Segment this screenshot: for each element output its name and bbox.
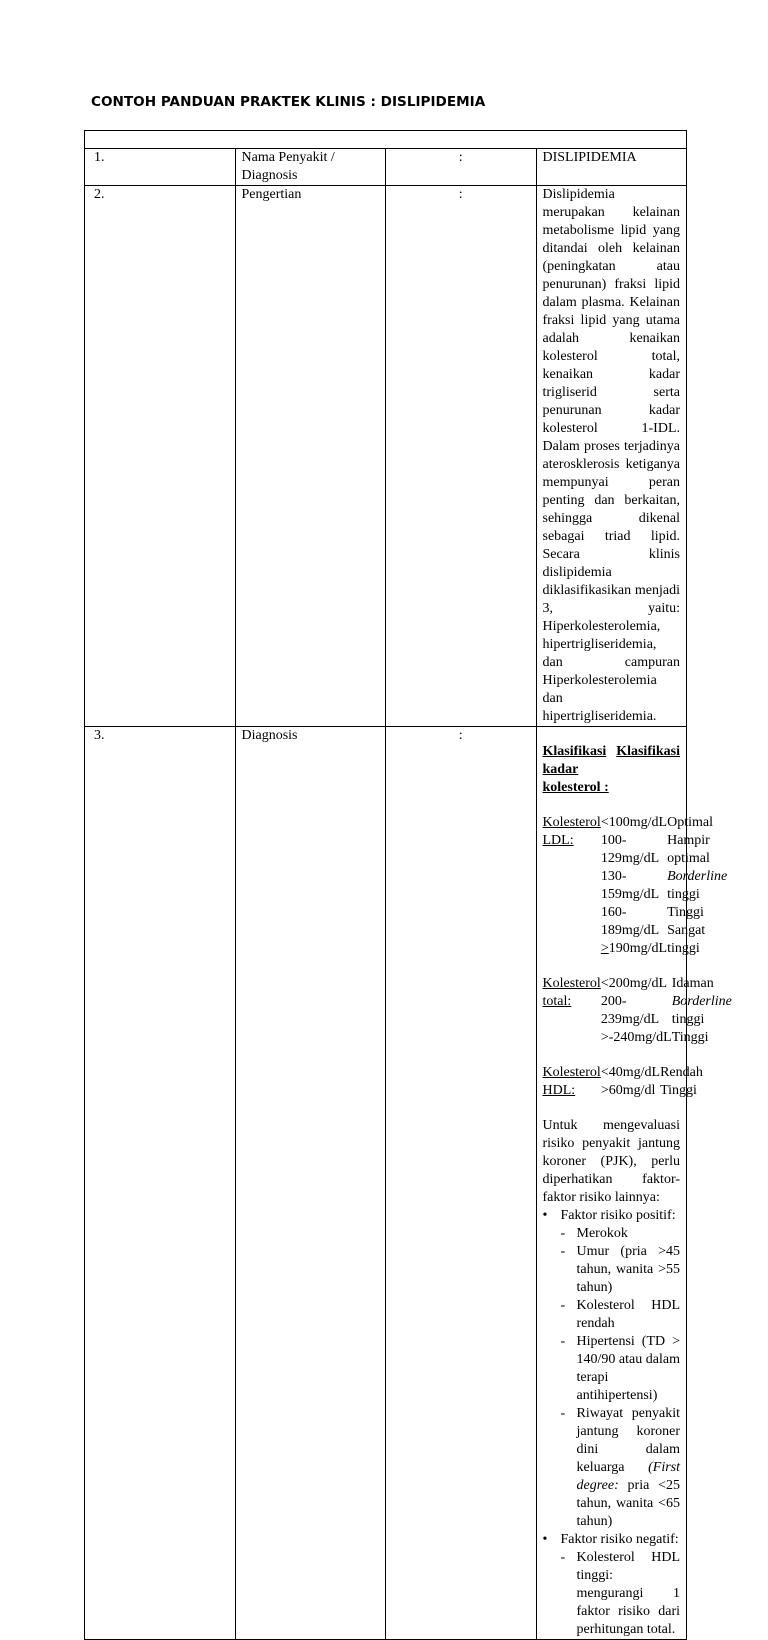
family-history-text: Riwayat penyakit jantung koroner dini dalam keluarga <box>576 1406 680 1475</box>
hdl-ranges <box>601 1064 660 1100</box>
total-cholesterol-group <box>542 975 732 1047</box>
borderline-rest: tinggi <box>667 887 700 902</box>
hdl-class: Tinggi <box>660 1083 697 1098</box>
ldl-group <box>542 814 728 958</box>
row-colon: : <box>386 149 537 186</box>
list-item <box>543 1531 681 1639</box>
ldl-classes <box>667 814 727 958</box>
ge-sign: > <box>600 941 609 956</box>
hdl-class: Rendah <box>660 1065 703 1080</box>
first-degree-italic: (First degree: <box>576 1460 680 1493</box>
row-number: 1. <box>85 149 236 186</box>
ldl-class-borderline <box>667 868 727 904</box>
risk-item: Merokok <box>576 1226 628 1241</box>
classification-header-right: Klasifikasi <box>616 744 680 759</box>
classification-block <box>542 743 732 1100</box>
classification-header <box>543 743 681 797</box>
ldl-range: 160-189mg/dL <box>600 905 660 938</box>
ldl-name-cell <box>543 814 601 958</box>
positive-risk-label: Faktor risiko positif: <box>560 1208 676 1223</box>
table-row <box>85 727 687 1640</box>
total-ranges <box>601 975 672 1047</box>
row-label: Nama Penyakit / Diagnosis <box>235 149 386 186</box>
list-item <box>561 1243 681 1297</box>
negative-risk-list <box>561 1549 681 1639</box>
dash-icon: - <box>560 1334 566 1349</box>
table-header-blank-row <box>85 131 687 149</box>
ldl-class: Tinggi <box>667 905 704 920</box>
row-number: 2. <box>85 186 236 727</box>
total-range: <200mg/dL <box>600 976 668 991</box>
row-colon: : <box>386 727 537 1640</box>
positive-risk-list <box>561 1225 681 1531</box>
ldl-class: Sangat tinggi <box>667 923 706 956</box>
definition-text: Dislipidemia merupakan kelainan metabolisme lipid yang ditandai oleh kelainan (peningkatan atau penurunan) fraksi lipid dalam plasma. Kelainan fraksi lipid yang utama adalah kenaikan kolesterol total, kenaikan kadar trigliserid serta penurunan kadar kolesterol 1-IDL. Dalam proses terjadinya aterosklerosis ketiganya mempunyai peran penting dan berkaitan, sehingga dikenal sebagai triad lipid. Secara klinis dislipidemia diklasifikasikan menjadi 3, yaitu: Hiperkolesterolemia, hipertrigliseridemia, dan campuran Hiperkolesterolemia dan hipertrigliseridemia. <box>536 186 687 727</box>
clinical-guideline-table <box>84 130 732 1640</box>
bullet-icon: • <box>542 1532 548 1547</box>
risk-item: Kolesterol HDL tinggi: mengurangi 1 faktor risiko dari perhitungan total. <box>576 1550 680 1637</box>
risk-item: Kolesterol HDL rendah <box>576 1298 680 1331</box>
ldl-range: 130-159mg/dL <box>600 869 660 902</box>
hdl-name-cell <box>543 1064 601 1100</box>
list-item <box>561 1333 681 1405</box>
page-title: CONTOH PANDUAN PRAKTEK KLINIS : DISLIPIDEMIA <box>91 94 486 110</box>
row-label: Diagnosis <box>235 727 386 1640</box>
borderline-rest: tinggi <box>671 1012 705 1027</box>
ldl-name: Kolesterol LDL: <box>542 815 601 848</box>
list-item <box>561 1225 681 1243</box>
ldl-range: 100-129mg/dL <box>600 833 660 866</box>
table-row <box>85 186 687 727</box>
row-label: Pengertian <box>235 186 386 727</box>
risk-item: Umur (pria >45 tahun, wanita >55 tahun) <box>576 1244 680 1295</box>
total-classes <box>672 975 732 1047</box>
diagnosis-content <box>536 727 732 1640</box>
list-item <box>561 1549 681 1639</box>
total-range: >-240mg/dL <box>600 1030 672 1045</box>
list-item <box>543 1207 681 1531</box>
risk-intro: Untuk mengevaluasi risiko penyakit jantung koroner (PJK), perlu diperhatikan faktor-faktor risiko lainnya: <box>542 1118 680 1205</box>
ldl-ranges <box>601 814 667 958</box>
list-item <box>561 1405 681 1531</box>
hdl-classes <box>660 1064 703 1100</box>
ldl-range-last <box>601 940 667 958</box>
total-class: Idaman <box>671 976 714 991</box>
dash-icon: - <box>560 1550 566 1565</box>
row-colon: : <box>386 186 537 727</box>
risk-factor-list <box>543 1207 681 1639</box>
bullet-icon: • <box>542 1208 548 1223</box>
dash-icon: - <box>560 1298 566 1313</box>
dash-icon: - <box>560 1406 566 1421</box>
dash-icon: - <box>560 1244 566 1259</box>
ldl-range-last-value: 190mg/dL <box>608 941 668 956</box>
classification-header-left: Klasifikasi kadar kolesterol : <box>542 744 609 795</box>
hdl-name: Kolesterol HDL: <box>542 1065 601 1098</box>
row-value: DISLIPIDEMIA <box>536 149 687 186</box>
row-number: 3. <box>85 727 236 1640</box>
table-row <box>85 149 687 186</box>
total-name-cell <box>543 975 601 1047</box>
dash-icon: - <box>560 1226 566 1241</box>
borderline-italic: Borderline <box>667 869 728 884</box>
blank-cell <box>85 131 687 149</box>
hdl-group <box>542 1064 703 1100</box>
risk-item: Hipertensi (TD > 140/90 atau dalam terapi antihipertensi) <box>576 1334 680 1403</box>
borderline-italic: Borderline <box>671 994 732 1009</box>
ldl-class: Optimal <box>667 815 713 830</box>
ldl-class: Hampir optimal <box>667 833 710 866</box>
negative-risk-label: Faktor risiko negatif: <box>560 1532 679 1547</box>
list-item <box>561 1297 681 1333</box>
hdl-range: <40mg/dL <box>600 1065 661 1080</box>
total-range: 200-239mg/dL <box>600 994 660 1027</box>
family-history-rest: pria <25 tahun, wanita <65 tahun) <box>576 1478 680 1529</box>
total-name: Kolesterol total: <box>542 976 601 1009</box>
ldl-range: <100mg/dL <box>600 815 668 830</box>
hdl-range: >60mg/dl <box>600 1083 656 1098</box>
total-class: Tinggi <box>671 1030 709 1045</box>
